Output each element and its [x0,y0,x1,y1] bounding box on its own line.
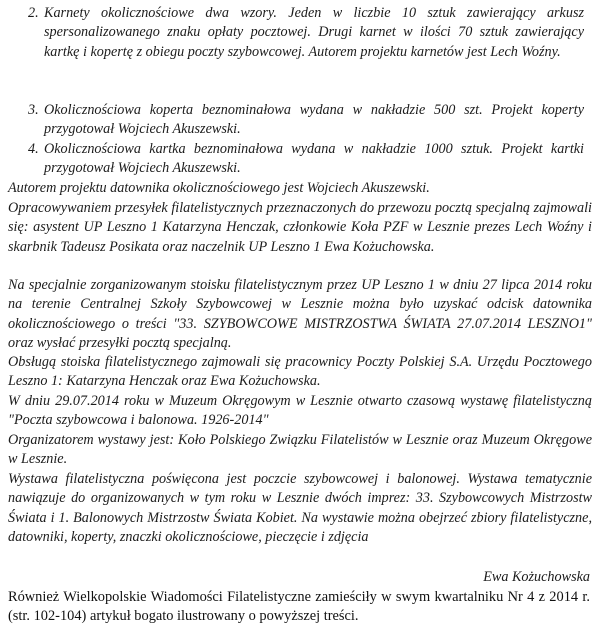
paragraph-datownik-author: Autorem projektu datownika okolicznościowego jest Wojciech Akuszewski. [8,180,430,196]
paragraph-przesylki: Opracowywaniem przesyłek filatelistycznych przeznaczonych do przewozu pocztą specjalną zajmowali się: asystent UP Leszno 1 Katarzyna Henczak, członkowie Koła PZF w Lesznie prezes Lech Woźny i skarbnik Tadeusz Posikata oraz naczelnik UP Leszno 1 Ewa Kożuchowska. [8,200,592,255]
list-item-3 [28,101,584,140]
paragraph-wystawa-opis: Wystawa filatelistyczna poświęcona jest poczcie szybowcowej i balonowej. Wystawa tematycznie nawiązuje do organizowanych w tym roku w Lesznie dwóch imprez: 33. Szybowcowych Mistrzostw Świata i 1. Balonowych Mistrzostw Świata Kobiet. Na wystawie można obejrzeć zbiory filatelistyczne, datowniki, koperty, znaczki okolicznościowe, pieczęcie i zdjęcia [8,471,592,546]
author-signature: Ewa Kożuchowska [483,569,590,585]
list-number: 2. [28,5,39,21]
list-item-text: Karnety okolicznościowe dwa wzory. Jeden w liczbie 10 sztuk zawierający arkusz spersonalizowanego znaku opłaty pocztowej. Drugi karnet w ilości 70 sztuk zawierający kartkę i kopertę z obiegu poczty szybowcowej. Autorem projektu karnetów jest Lech Woźny. [44,5,584,60]
list-item-text: Okolicznościowa kartka beznominałowa wydana w nakładzie 1000 sztuk. Projekt kartki przygotował Wojciech Akuszewski. [44,141,584,177]
list-number: 4. [28,141,39,157]
list-item-4 [28,140,584,179]
paragraph-stoisko: Na specjalnie zorganizowanym stoisku filatelistycznym przez UP Leszno 1 w dniu 27 lipca 2014 roku na terenie Centralnej Szkoły Szybowcowej w Lesznie można było uzyskać odcisk datownika okolicznościowego o treści "33. SZYBOWCOWE MISTRZOSTWA ŚWIATA 27.07.2014 LESZNO1" oraz wysłać przesyłki pocztą specjalną. [8,277,592,352]
list-item-text: Okolicznościowa koperta beznominałowa wydana w nakładzie 500 szt. Projekt koperty przygotował Wojciech Akuszewski. [44,102,584,138]
paragraph-organizator: Organizatorem wystawy jest: Koło Polskiego Związku Filatelistów w Lesznie oraz Muzeum Okręgowe w Lesznie. [8,432,592,468]
closing-paragraph: Również Wielkopolskie Wiadomości Filatelistyczne zamieściły w swym kwartalniku Nr 4 z 2014 r. (str. 102-104) artykuł bogato ilustrowany o powyższej treści. [8,589,590,625]
list-number: 3. [28,102,39,118]
paragraph-obsluga: Obsługą stoiska filatelistycznego zajmowali się pracownicy Poczty Polskiej S.A. Urzędu Pocztowego Leszno 1: Katarzyna Henczak oraz Ewa Kożuchowska. [8,354,592,390]
list-item-2 [28,4,584,62]
paragraph-wystawa-otwarcie: W dniu 29.07.2014 roku w Muzeum Okręgowym w Lesznie otwarto czasową wystawę filatelistyczną "Poczta szybowcowa i balonowa. 1926-2014" [8,393,592,429]
